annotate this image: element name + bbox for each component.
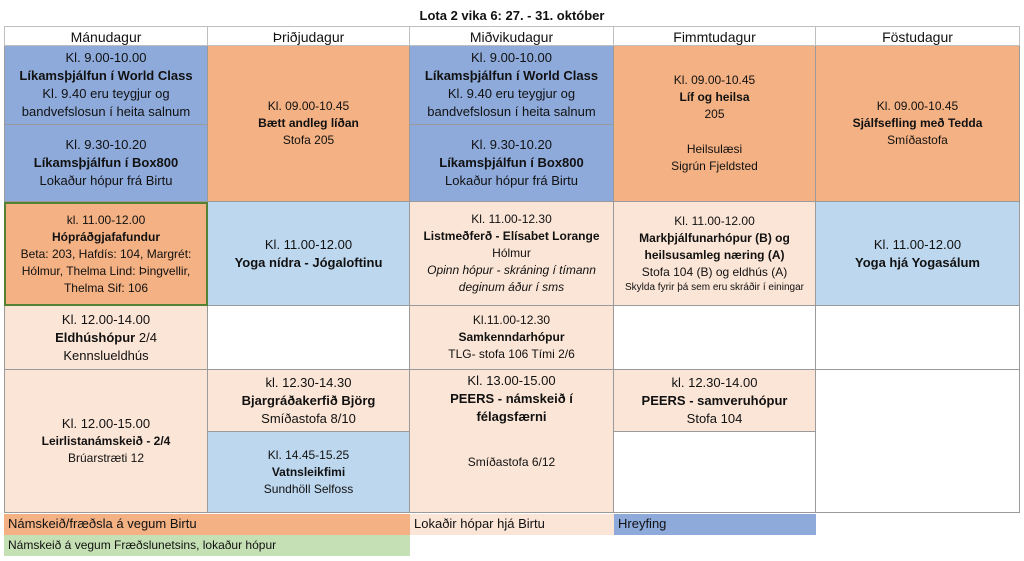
cell-friday-empty — [816, 306, 1020, 370]
header-monday: Mánudagur — [4, 26, 208, 46]
legend-green: Námskeið á vegum Fræðslunetsins, lokaður hópur — [4, 535, 410, 556]
header-friday: Föstudagur — [816, 26, 1020, 46]
cell-tuesday-vatnsleikfimi: Kl. 14.45-15.25 Vatnsleikfimi Sundhöll Selfoss — [208, 432, 410, 513]
legend-orange: Námskeið/fræðsla á vegum Birtu — [4, 514, 410, 535]
cell-thursday-empty — [614, 306, 816, 370]
cell-wednesday-worldclass: Kl. 9.00-10.00 Líkamsþjálfun í World Class Kl. 9.40 eru teygjur og bandvefslosun í heita salnum — [410, 46, 614, 125]
cell-friday-yogasalum: Kl. 11.00-12.00 Yoga hjá Yogasálum — [816, 202, 1020, 306]
header-wednesday: Miðvikudagur — [410, 26, 614, 46]
cell-monday-eldhushopur: Kl. 12.00-14.00 Eldhúshópur 2/4 Kennslueldhús — [4, 306, 208, 370]
cell-thursday-empty-afternoon — [614, 432, 816, 513]
legend-peach: Lokaðir hópar hjá Birtu — [410, 514, 614, 535]
cell-thursday-markthjalfun: Kl. 11.00-12.00 Markþjálfunarhópur (B) og heilsusamleg næring (A) Stofa 104 (B) og eldhús (A) Skylda fyrir þá sem eru skráðir í einingar — [614, 202, 816, 306]
cell-thursday-lif-og-heilsa: Kl. 09.00-10.45 Líf og heilsa 205 Heilsulæsi Sigrún Fjeldsted — [614, 46, 816, 202]
cell-monday-leirlist: Kl. 12.00-15.00 Leirlistanámskeið - 2/4 Brúarstræti 12 — [4, 370, 208, 513]
cell-tuesday-empty — [208, 306, 410, 370]
cell-monday-hopradgjafafundur: kl. 11.00-12.00 Hópráðgjafafundur Beta: 203, Hafdís: 104, Margrét: Hólmur, Thelma Lind: Þingvellir, Thelma Sif: 106 — [4, 202, 208, 306]
cell-thursday-peers-samvera: kl. 12.30-14.00 PEERS - samveruhópur Stofa 104 — [614, 370, 816, 432]
cell-tuesday-bjargradakerfid: kl. 12.30-14.30 Bjargráðakerfið Björg Smíðastofa 8/10 — [208, 370, 410, 432]
cell-tuesday-yoga-nidra: Kl. 11.00-12.00 Yoga nídra - Jógaloftinu — [208, 202, 410, 306]
header-tuesday: Þriðjudagur — [208, 26, 410, 46]
cell-tuesday-andleg-lidan: Kl. 09.00-10.45 Bætt andleg líðan Stofa 205 — [208, 46, 410, 202]
cell-wednesday-listmedferd: Kl. 11.00-12.30 Listmeðferð - Elísabet Lorange Hólmur Opinn hópur - skráning í tímann deginum áður í sms — [410, 202, 614, 306]
cell-friday-sjalfsefling: Kl. 09.00-10.45 Sjálfsefling með Tedda Smíðastofa — [816, 46, 1020, 202]
cell-friday-empty-afternoon — [816, 370, 1020, 513]
cell-wednesday-samkenndarhopur: Kl.11.00-12.30 Samkenndarhópur TLG- stofa 106 Tími 2/6 — [410, 306, 614, 370]
cell-wednesday-peers-namskeid: Kl. 13.00-15.00 PEERS - námskeið í félagsfærni Smíðastofa 6/12 — [410, 370, 614, 513]
legend-blue: Hreyfing — [614, 514, 816, 535]
header-thursday: Fimmtudagur — [614, 26, 816, 46]
cell-wednesday-box800: Kl. 9.30-10.20 Líkamsþjálfun í Box800 Lokaður hópur frá Birtu — [410, 125, 614, 202]
cell-monday-box800: Kl. 9.30-10.20 Líkamsþjálfun í Box800 Lokaður hópur frá Birtu — [4, 125, 208, 202]
schedule-title: Lota 2 vika 6: 27. - 31. október — [419, 8, 605, 23]
cell-monday-worldclass: Kl. 9.00-10.00 Líkamsþjálfun í World Class Kl. 9.40 eru teygjur og bandvefslosun í heita salnum — [4, 46, 208, 125]
